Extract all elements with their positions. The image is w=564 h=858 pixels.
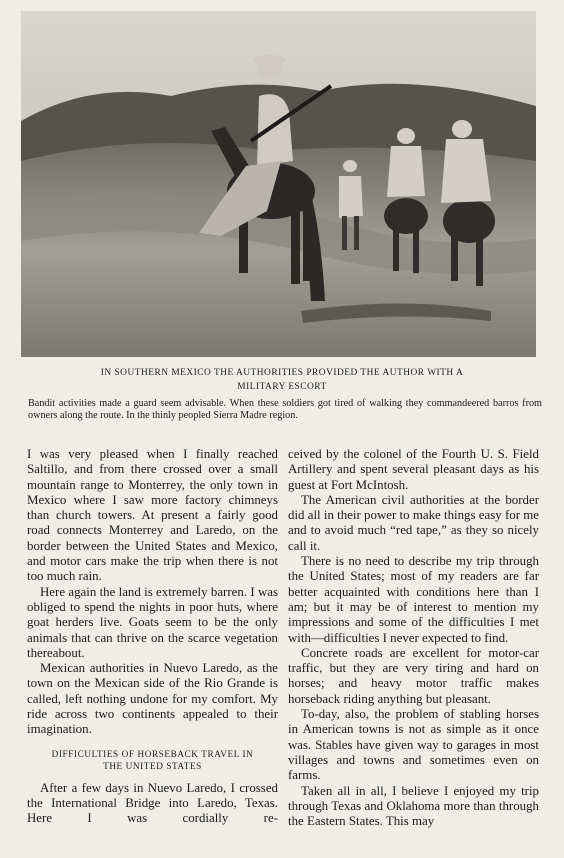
- caption-title-line2: MILITARY ESCORT: [237, 382, 327, 392]
- subheading-line1: DIFFICULTIES OF HORSEBACK TRAVEL IN: [51, 748, 254, 759]
- left-column: [27, 447, 278, 827]
- caption-title-line1: IN SOUTHERN MEXICO THE AUTHORITIES PROVIDED THE AUTHOR WITH A: [100, 368, 464, 378]
- paragraph: The American civil authorities at the border did all in their power to make things easy for me and to avoid much “red tape,” as they so nicely call it.: [288, 492, 539, 553]
- photograph: [21, 11, 536, 357]
- paragraph: ceived by the colonel of the Fourth U. S. Field Artillery and spent several pleasant days as his guest at Fort McIntosh.: [288, 447, 539, 492]
- paragraph: Here again the land is extremely barren. I was obliged to spend the nights in poor huts, where goat herders live. Goats seem to be the only animals that can thrive on the scarce vegetation thereabout.: [27, 584, 278, 660]
- paragraph: Concrete roads are excellent for motor-car traffic, but they are very tiring and hard on horses; and heavy motor traffic makes horseback riding anything but pleasant.: [288, 645, 539, 706]
- paragraph: There is no need to describe my trip through the United States; most of my readers are far better acquainted with conditions here than I am; but it may be of interest to mention my impressions and some of the difficulties I met with—difficulties I never expected to find.: [288, 554, 539, 645]
- caption-title: [40, 366, 524, 394]
- mounted-soldiers-photo: [21, 11, 536, 357]
- section-subheading: [27, 748, 278, 772]
- subheading-line2: THE UNITED STATES: [103, 760, 202, 771]
- right-column: [288, 447, 539, 829]
- paragraph: Mexican authorities in Nuevo Laredo, as the town on the Mexican side of the Rio Grande is called, left nothing undone for my comfort. My ride across two continents appealed to their imagination.: [27, 661, 278, 737]
- paragraph: Taken all in all, I believe I enjoyed my trip through Texas and Oklahoma more than through the Eastern States. This may: [288, 783, 539, 829]
- paragraph: After a few days in Nuevo Laredo, I crossed the International Bridge into Laredo, Texas. Here I was cordially re-: [27, 780, 278, 826]
- caption-body: Bandit activities made a guard seem advisable. When these soldiers got tired of walking they commandeered barros from owners along the route. In the thinly peopled Sierra Madre region.: [28, 398, 542, 421]
- paragraph: To-day, also, the problem of stabling horses in American towns is not as simple as it once was. Stables have given way to garages in most villages and towns and sometimes even on farms.: [288, 707, 539, 783]
- paragraph: I was very pleased when I finally reached Saltillo, and from there crossed over a small mountain range to Monterrey, the only town in Mexico where I saw more factory chimneys than church towers. At present a fairly good road connects Monterrey and Laredo, on the border between the United States and Mexico, and motor cars make the trip when there is not too much rain.: [27, 447, 278, 584]
